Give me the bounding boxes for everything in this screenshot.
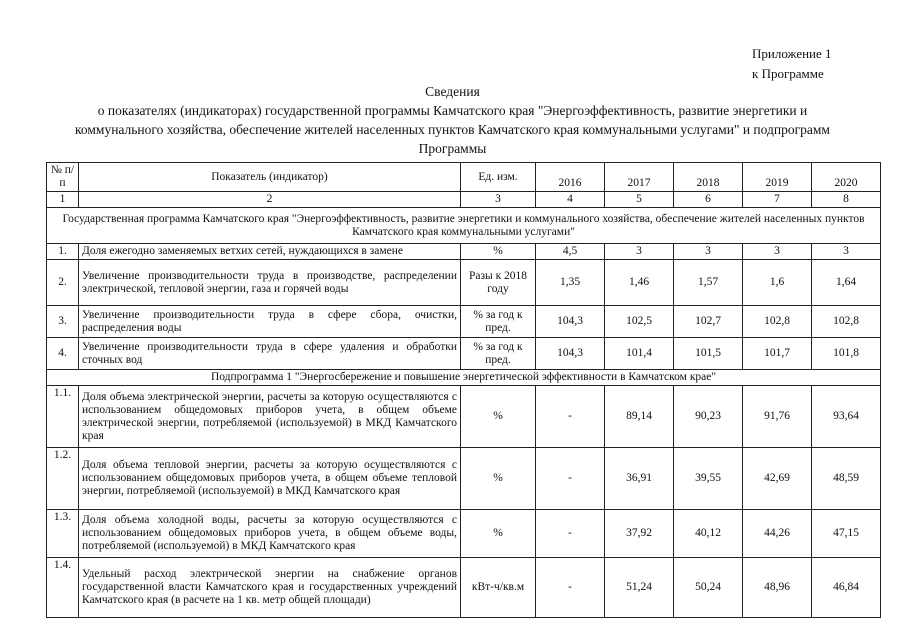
row-indicator: Удельный расход электрической энергии на снабжение органов государственной власти Камчатского края и государственных учреждений Камчатского края (в расчете на 1 кв. метр общей площади) [79,558,461,618]
section-row [47,370,881,386]
row-number: 1.1. [47,386,79,448]
row-value: 101,4 [605,338,674,370]
header-indicator: Показатель (индикатор) [79,163,461,192]
column-number: 7 [743,192,812,208]
row-value: 37,92 [605,510,674,558]
row-unit: % [461,386,536,448]
title-line-1: Сведения [425,84,480,99]
table-row [47,510,881,558]
row-value: 3 [812,244,881,260]
document-title [30,82,875,158]
row-value: 4,5 [536,244,605,260]
row-value: 104,3 [536,306,605,338]
row-number: 1.3. [47,510,79,558]
row-value: 101,5 [674,338,743,370]
header-year: 2020 [812,163,881,192]
row-indicator: Доля объема холодной воды, расчеты за которую осуществляются с использованием общедомовых приборов учета, в общем объеме воды, потребляемой (используемой) в МКД Камчатского края [79,510,461,558]
column-number: 4 [536,192,605,208]
appendix-note [752,44,832,84]
row-value: 104,3 [536,338,605,370]
row-value: 91,76 [743,386,812,448]
row-value: - [536,558,605,618]
title-line-2: о показателях (индикаторах) государственной программы Камчатского края "Энергоэффективность, развитие энергетики и [97,103,808,118]
row-indicator: Увеличение производительности труда в производстве, распределении электрической, тепловой энергии, газа и горячей воды [79,260,461,306]
row-value: 1,6 [743,260,812,306]
row-value: 102,8 [812,306,881,338]
row-number: 1.4. [47,558,79,618]
row-unit: % [461,510,536,558]
header-num: № п/п [47,163,79,192]
row-number: 1. [47,244,79,260]
column-number: 6 [674,192,743,208]
row-value: - [536,386,605,448]
row-unit: % [461,448,536,510]
row-indicator: Увеличение производительности труда в сфере удаления и обработки сточных вод [79,338,461,370]
section-title: Государственная программа Камчатского края "Энергоэффективность, развитие энергетики и коммунального хозяйства, обеспечение жителей населенных пунктов Камчатского края коммунальными услугами" [47,208,881,244]
title-line-3: коммунального хозяйства, обеспечение жителей населенных пунктов Камчатского края коммунальными услугами" и подпрограмм [75,122,830,137]
row-value: 102,7 [674,306,743,338]
column-number: 1 [47,192,79,208]
row-value: 48,96 [743,558,812,618]
row-unit: кВт-ч/кв.м [461,558,536,618]
row-value: 1,35 [536,260,605,306]
row-value: 40,12 [674,510,743,558]
row-indicator: Увеличение производительности труда в сфере сбора, очистки, распределения воды [79,306,461,338]
row-unit: % за год к пред. [461,306,536,338]
row-indicator: Доля объема тепловой энергии, расчеты за которую осуществляются с использованием общедомовых приборов учета, в общем объеме тепловой энергии, потребляемой (используемой) в МКД Камчатского края [79,448,461,510]
indicators-table [46,162,881,618]
row-value: 1,57 [674,260,743,306]
row-indicator: Доля ежегодно заменяемых ветхих сетей, нуждающихся в замене [79,244,461,260]
row-value: 101,7 [743,338,812,370]
row-unit: % за год к пред. [461,338,536,370]
column-number: 8 [812,192,881,208]
row-value: 42,69 [743,448,812,510]
header-unit: Ед. изм. [461,163,536,192]
column-number: 3 [461,192,536,208]
table-row [47,244,881,260]
row-value: 1,46 [605,260,674,306]
table-row [47,260,881,306]
title-line-4: Программы [418,141,487,156]
row-value: 48,59 [812,448,881,510]
row-value: - [536,510,605,558]
column-number: 2 [79,192,461,208]
row-value: 102,8 [743,306,812,338]
table-row [47,338,881,370]
row-indicator: Доля объема электрической энергии, расчеты за которую осуществляются с использованием общедомовых приборов учета, в общем объеме электрической энергии, потребляемой (используемой) в МКД Камчатского края [79,386,461,448]
row-value: 93,64 [812,386,881,448]
row-unit: Разы к 2018 году [461,260,536,306]
row-value: 44,26 [743,510,812,558]
row-value: 46,84 [812,558,881,618]
row-unit: % [461,244,536,260]
column-number: 5 [605,192,674,208]
appendix-line-1: Приложение 1 [752,46,832,61]
table-row [47,558,881,618]
row-value: 1,64 [812,260,881,306]
column-numbers-row [47,192,881,208]
row-number: 2. [47,260,79,306]
header-year: 2016 [536,163,605,192]
row-value: 51,24 [605,558,674,618]
row-value: 39,55 [674,448,743,510]
header-year: 2018 [674,163,743,192]
appendix-line-2: к Программе [752,66,824,81]
row-value: 36,91 [605,448,674,510]
header-year: 2017 [605,163,674,192]
header-year: 2019 [743,163,812,192]
row-value: 101,8 [812,338,881,370]
row-value: 3 [743,244,812,260]
header-row [47,163,881,192]
section-row [47,208,881,244]
row-number: 4. [47,338,79,370]
table-row [47,448,881,510]
row-number: 1.2. [47,448,79,510]
table-row [47,306,881,338]
row-number: 3. [47,306,79,338]
row-value: 47,15 [812,510,881,558]
table-row [47,386,881,448]
row-value: - [536,448,605,510]
row-value: 50,24 [674,558,743,618]
row-value: 3 [605,244,674,260]
row-value: 3 [674,244,743,260]
row-value: 89,14 [605,386,674,448]
row-value: 102,5 [605,306,674,338]
row-value: 90,23 [674,386,743,448]
section-title: Подпрограмма 1 "Энергосбережение и повышение энергетической эффективности в Камчатском крае" [47,370,881,386]
